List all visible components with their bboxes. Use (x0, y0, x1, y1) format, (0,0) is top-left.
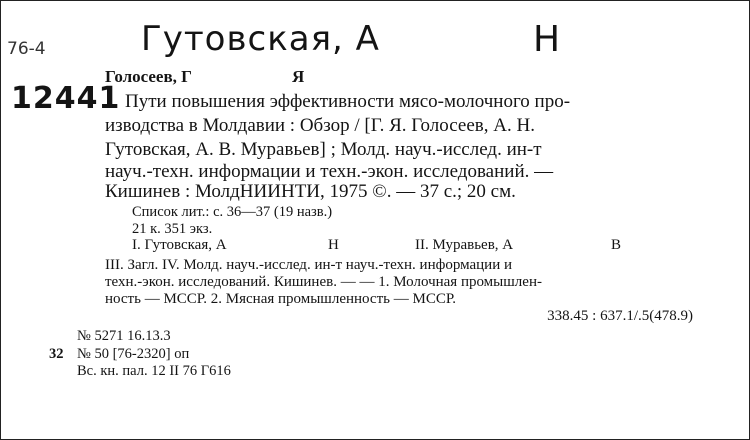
order-number: № 5271 16.13.3 (77, 328, 171, 344)
title-line: Кишинев : МолдНИИНТИ, 1975 ©. — 37 с.; 20 см. (105, 181, 516, 202)
tracing-author-1: I. Гутовская, А (132, 237, 227, 253)
tracing-line: техн.-экон. исследований. Кишинев. — — 1. Молочная промышлен- (105, 274, 542, 290)
title-line: изводства в Молдавии : Обзор / [Г. Я. Голосеев, А. Н. (105, 115, 535, 136)
handwritten-author: Гутовская, А (141, 19, 380, 59)
tracing-author-2: II. Муравьев, А (415, 237, 514, 253)
book-chamber-stamp: Вс. кн. пал. 12 II 76 Г616 (77, 363, 231, 379)
tracing-author-2-initial: В (611, 237, 622, 253)
heading-author: Голосеев, Г (105, 67, 192, 86)
tracing-author-1-initial: Н (328, 237, 339, 253)
tracing-line: III. Загл. IV. Молд. науч.-исслед. ин-т науч.-техн. информации и (105, 257, 513, 273)
accession-number: 12441 (11, 81, 121, 116)
classification-index: 338.45 : 637.1/.5(478.9) (547, 308, 693, 324)
heading-initial: Я (292, 67, 305, 86)
title-line: Пути повышения эффективности мясо-молочного про- (125, 91, 571, 112)
bibliography-note: Список лит.: с. 36—37 (19 назв.) (132, 204, 333, 220)
batch-number: № 50 [76-2320] оп (77, 346, 190, 362)
title-line: науч.-техн. информации и техн.-экон. исследований. — (105, 161, 554, 182)
batch-prefix: 32 (49, 346, 64, 362)
print-run-note: 21 к. 351 экз. (132, 221, 213, 237)
handwritten-code: 76-4 (7, 39, 46, 59)
title-line: Гутовская, А. В. Муравьев] ; Молд. науч.-исслед. ин-т (105, 139, 542, 160)
tracing-line: ность — МССР. 2. Мясная промышленность — МССР. (105, 291, 457, 307)
handwritten-letter: Н (533, 19, 562, 60)
